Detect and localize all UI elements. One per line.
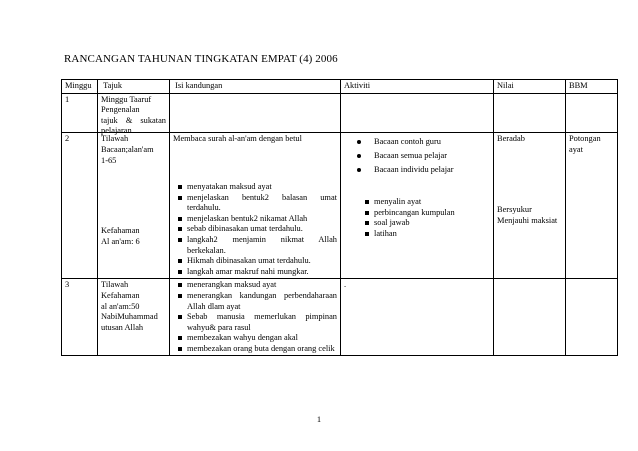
row1-bbm: [566, 93, 618, 133]
row1-nilai: [494, 93, 566, 133]
list-item: menjelaskan bentuk2 balasan umat terdahulu.: [173, 193, 337, 214]
list-item: Bacaan contoh guru: [344, 137, 490, 148]
list-item: latihan: [360, 229, 490, 240]
table-row: [62, 279, 618, 356]
row1-isi: [170, 93, 341, 133]
list-item: menyatakan maksud ayat: [173, 182, 337, 193]
row3-isi: [170, 279, 341, 356]
list-item: Hikmah dibinasakan umat terdahulu.: [173, 256, 337, 267]
table-row: [62, 133, 618, 279]
row2-isi: [170, 133, 341, 279]
document-title: RANCANGAN TAHUNAN TINGKATAN EMPAT (4) 2006: [64, 53, 338, 65]
row1-minggu: 1: [62, 93, 98, 133]
row2-bbm: Potongan ayat: [566, 133, 618, 279]
list-item: membezakan wahyu dengan akal: [173, 333, 337, 344]
header-minggu: Minggu: [62, 80, 98, 94]
row2-minggu: 2: [62, 133, 98, 279]
list-item: Sebab manusia memerlukan pimpinan wahyu& para rasul: [173, 312, 337, 333]
header-bbm: BBM: [566, 80, 618, 94]
header-nilai: Nilai: [494, 80, 566, 94]
list-item: soal jawab: [360, 218, 490, 229]
isi-list: [173, 280, 337, 354]
page-number: 1: [316, 414, 322, 424]
list-item: perbincangan kumpulan: [360, 208, 490, 219]
row3-nilai: [494, 279, 566, 356]
row2-tajuk: Tilawah Bacaan;alan'am 1-65 Kefahaman Al an'am: 6: [98, 133, 170, 279]
list-item: Bacaan semua pelajar: [344, 151, 490, 162]
list-item: menjelaskan bentuk2 nikamat Allah: [173, 214, 337, 225]
table-header-row: [62, 80, 618, 94]
row1-aktiviti: [341, 93, 494, 133]
row3-aktiviti: .: [341, 279, 494, 356]
list-item: sebab dibinasakan umat terdahulu.: [173, 224, 337, 235]
table-row: [62, 93, 618, 133]
isi-list: [173, 182, 337, 277]
isi-intro: Membaca surah al-an'am dengan betul: [173, 134, 302, 144]
list-item: langkah amar makruf nahi mungkar.: [173, 267, 337, 278]
header-tajuk: Tajuk: [98, 80, 170, 94]
row1-tajuk: Minggu Taaruf Pengenalan tajuk & sukatan pelajaran: [98, 93, 170, 133]
header-aktiviti: Aktiviti: [341, 80, 494, 94]
aktiviti-list-a: [344, 137, 490, 175]
list-item: menerangkan kandungan perbendaharaan Allah dlam ayat: [173, 291, 337, 312]
row3-bbm: [566, 279, 618, 356]
row2-aktiviti: [341, 133, 494, 279]
list-item: langkah2 menjamin nikmat Allah berkekalan.: [173, 235, 337, 256]
list-item: menerangkan maksud ayat: [173, 280, 337, 291]
list-item: membezakan orang buta dengan orang celik: [173, 344, 337, 355]
row2-nilai: Beradab Bersyukur Menjauhi maksiat: [494, 133, 566, 279]
row3-tajuk: Tilawah Kefahaman al an'am:50 NabiMuhammad utusan Allah: [98, 279, 170, 356]
list-item: menyalin ayat: [360, 197, 490, 208]
header-isi: Isi kandungan: [170, 80, 341, 94]
annual-plan-table: [61, 79, 618, 356]
row3-minggu: 3: [62, 279, 98, 356]
aktiviti-list-b: [344, 197, 490, 239]
list-item: Bacaan individu pelajar: [344, 165, 490, 176]
